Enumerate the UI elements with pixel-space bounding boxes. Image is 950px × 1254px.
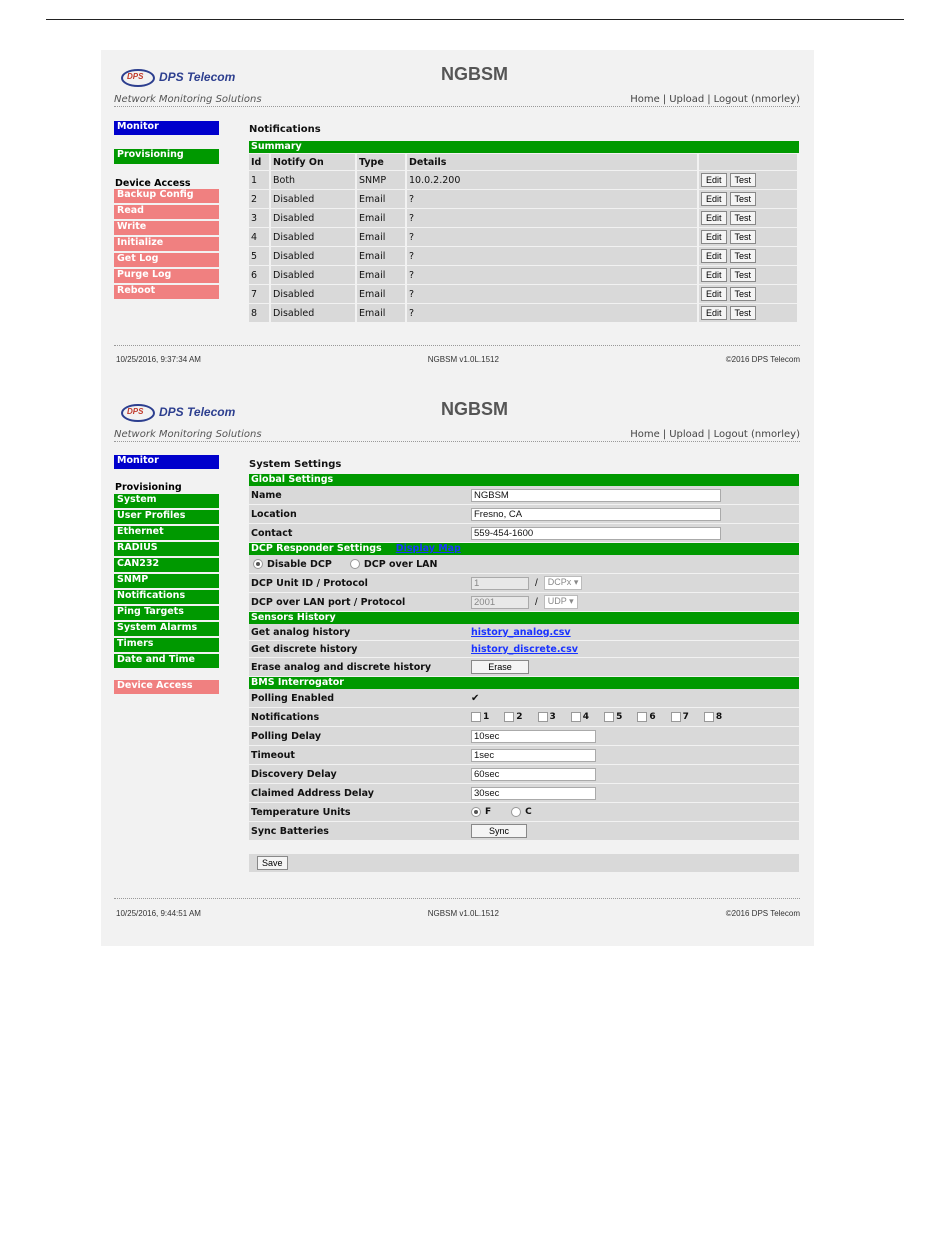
footer-copyright: ©2016 DPS Telecom (725, 355, 800, 364)
menu-write[interactable]: Write (114, 221, 219, 235)
polling-enabled-label: Polling Enabled (251, 692, 335, 704)
bms-interrogator-header: BMS Interrogator (249, 677, 799, 689)
discovery-delay-row (249, 765, 799, 783)
location-row (249, 505, 799, 523)
notification-checkbox-item (538, 712, 556, 722)
menu-initialize[interactable]: Initialize (114, 237, 219, 251)
cell-notify-on: Disabled (271, 228, 357, 246)
table-row (249, 209, 799, 227)
name-input[interactable]: NGBSM (471, 489, 721, 502)
edit-button[interactable]: Edit (701, 211, 727, 225)
logout-link[interactable]: Logout (nmorley) (713, 94, 800, 105)
footer-divider (114, 898, 800, 899)
edit-button[interactable]: Edit (701, 192, 727, 206)
dps-logo[interactable] (119, 401, 249, 425)
menu-system-alarms[interactable]: System Alarms (114, 622, 219, 636)
notifications-content (249, 124, 799, 323)
temp-c-radio[interactable] (511, 807, 521, 817)
table-row (249, 190, 799, 208)
logout-link[interactable]: Logout (nmorley) (713, 429, 800, 440)
sync-batteries-row (249, 822, 799, 840)
notification-checkbox[interactable] (604, 712, 614, 722)
cell-actions (699, 285, 799, 303)
cell-id: 8 (249, 304, 271, 322)
polling-delay-input[interactable]: 10sec (471, 730, 596, 743)
discovery-delay-input[interactable]: 60sec (471, 768, 596, 781)
table-row (249, 171, 799, 189)
cell-type: Email (357, 209, 407, 227)
discovery-delay-label: Discovery Delay (251, 768, 337, 780)
dcp-over-lan-label: DCP over LAN (363, 558, 438, 570)
menu-backup-config[interactable]: Backup Config (114, 189, 219, 203)
dcp-protocol-value: DCPx (547, 577, 572, 587)
notifications-label: Notifications (251, 711, 320, 723)
erase-history-label: Erase analog and discrete history (251, 661, 432, 673)
temp-c-label: C (525, 807, 532, 817)
save-bar (249, 854, 799, 872)
analog-history-label: Get analog history (251, 626, 351, 638)
table-row (249, 304, 799, 322)
table-header (249, 154, 799, 170)
location-label: Location (251, 508, 297, 520)
disable-dcp-label: Disable DCP (267, 558, 332, 570)
notifications-screen (101, 50, 814, 370)
discrete-history-row (249, 641, 799, 657)
dcp-port-row (249, 593, 799, 611)
notification-checkbox-label: 4 (582, 712, 590, 722)
footer-version: NGBSM v1.0L.1512 (427, 909, 499, 918)
menu-radius[interactable]: RADIUS (114, 542, 219, 556)
contact-row (249, 524, 799, 542)
col-actions (699, 154, 799, 170)
footer-divider (114, 345, 800, 346)
menu-timers[interactable]: Timers (114, 638, 219, 652)
contact-input[interactable]: 559-454-1600 (471, 527, 721, 540)
test-button[interactable]: Test (730, 230, 757, 244)
page-top-rule (46, 19, 904, 20)
erase-button[interactable]: Erase (471, 660, 529, 674)
sync-batteries-label: Sync Batteries (251, 825, 329, 837)
notification-checkbox-label: 7 (682, 712, 689, 722)
dcp-protocol-select[interactable] (544, 576, 583, 590)
name-row (249, 486, 799, 504)
cell-details: ? (407, 209, 699, 227)
tagline: Network Monitoring Solutions (114, 429, 262, 440)
polling-delay-row (249, 727, 799, 745)
logo-mark: DPS (127, 407, 144, 416)
tagline: Network Monitoring Solutions (114, 94, 262, 105)
footer-timestamp: 10/25/2016, 9:37:34 AM (116, 355, 201, 364)
test-button[interactable]: Test (730, 306, 757, 320)
discrete-history-label: Get discrete history (251, 643, 358, 655)
system-settings-content (249, 459, 799, 872)
slash: / (535, 596, 538, 608)
page-title: Notifications (249, 124, 321, 135)
cell-details: ? (407, 228, 699, 246)
cell-details: ? (407, 285, 699, 303)
notifications-rows (249, 171, 799, 322)
menu-device-access[interactable]: Device Access (114, 680, 219, 694)
dcp-section-title: DCP Responder Settings (251, 543, 382, 554)
table-row (249, 285, 799, 303)
notification-checkbox-item (637, 712, 655, 722)
notification-checkbox-item (671, 712, 689, 722)
menu-can232[interactable]: CAN232 (114, 558, 219, 572)
dcp-port-label: DCP over LAN port / Protocol (251, 596, 406, 608)
location-input[interactable]: Fresno, CA (471, 508, 721, 521)
notification-checkbox-label: 3 (549, 712, 556, 722)
menu-monitor[interactable]: Monitor (114, 455, 219, 469)
polling-enabled-checkbox[interactable]: ✔ (471, 692, 480, 704)
dps-logo[interactable] (119, 66, 249, 90)
polling-delay-label: Polling Delay (251, 730, 322, 742)
screenshot-frame (101, 50, 814, 946)
cell-id: 1 (249, 171, 271, 189)
home-link[interactable]: Home (630, 94, 660, 105)
upload-link[interactable]: Upload (669, 94, 705, 105)
menu-monitor[interactable]: Monitor (114, 121, 219, 135)
dcp-port-input[interactable]: 2001 (471, 596, 529, 609)
cell-notify-on: Disabled (271, 285, 357, 303)
cell-type: Email (357, 228, 407, 246)
cell-type: Email (357, 190, 407, 208)
cell-actions (699, 190, 799, 208)
cell-type: SNMP (357, 171, 407, 189)
edit-button[interactable]: Edit (701, 268, 727, 282)
global-settings-header: Global Settings (249, 474, 799, 486)
cell-actions (699, 247, 799, 265)
menu-purge-log[interactable]: Purge Log (114, 269, 219, 283)
dcp-unit-row (249, 574, 799, 592)
cell-details: 10.0.2.200 (407, 171, 699, 189)
col-type: Type (357, 154, 407, 170)
sensors-history-header: Sensors History (249, 612, 799, 624)
notification-checkbox-label: 6 (649, 712, 656, 722)
notification-checkbox-item (704, 712, 722, 722)
dcp-unit-label: DCP Unit ID / Protocol (251, 577, 368, 589)
edit-button[interactable]: Edit (701, 230, 727, 244)
notifications-row (249, 708, 799, 726)
table-row (249, 228, 799, 246)
test-button[interactable]: Test (730, 287, 757, 301)
col-notify-on: Notify On (271, 154, 357, 170)
cell-notify-on: Disabled (271, 304, 357, 322)
cell-notify-on: Disabled (271, 209, 357, 227)
table-row (249, 247, 799, 265)
contact-label: Contact (251, 527, 293, 539)
edit-button[interactable]: Edit (701, 306, 727, 320)
cell-details: ? (407, 266, 699, 284)
notifications-checkboxes (471, 712, 799, 722)
temperature-label: Temperature Units (251, 806, 351, 818)
menu-device-access-heading: Device Access (115, 178, 191, 189)
cell-details: ? (407, 304, 699, 322)
notification-checkbox[interactable] (704, 712, 714, 722)
home-link[interactable]: Home (630, 429, 660, 440)
test-button[interactable]: Test (730, 268, 757, 282)
cell-actions (699, 171, 799, 189)
dcp-unit-input[interactable]: 1 (471, 577, 529, 590)
dcp-over-lan-radio[interactable] (350, 559, 360, 569)
notification-checkbox[interactable] (671, 712, 681, 722)
footer (116, 909, 800, 918)
slash: / (535, 577, 538, 589)
menu-notifications[interactable]: Notifications (114, 590, 219, 604)
notification-checkbox-item (571, 712, 589, 722)
display-map-link[interactable]: Display Map (395, 543, 461, 554)
test-button[interactable]: Test (730, 173, 757, 187)
menu-date-and-time[interactable]: Date and Time (114, 654, 219, 668)
logo-brand: DPS Telecom (159, 405, 236, 419)
side-menu (114, 455, 219, 696)
top-links: Home | Upload | Logout (nmorley) (630, 94, 800, 105)
cell-details: ? (407, 190, 699, 208)
temperature-row (249, 803, 799, 821)
menu-provisioning-heading: Provisioning (115, 482, 182, 493)
analog-history-row (249, 624, 799, 640)
temp-f-label: F (485, 807, 492, 817)
menu-provisioning[interactable]: Provisioning (114, 149, 219, 164)
claimed-delay-row (249, 784, 799, 802)
notifications-table (249, 153, 799, 323)
analog-history-link[interactable]: history_analog.csv (471, 626, 571, 638)
cell-actions (699, 209, 799, 227)
header-divider (114, 106, 800, 107)
cell-notify-on: Disabled (271, 247, 357, 265)
temp-f-radio[interactable] (471, 807, 481, 817)
page-title: System Settings (249, 459, 342, 470)
table-row (249, 266, 799, 284)
notification-checkbox-item (504, 712, 522, 722)
polling-enabled-row (249, 689, 799, 707)
notification-checkbox-label: 8 (715, 712, 723, 722)
edit-button[interactable]: Edit (701, 287, 727, 301)
notification-checkbox[interactable] (471, 712, 481, 722)
dcp-mode-row (249, 555, 799, 573)
dcp-section-header (249, 543, 799, 555)
menu-reboot[interactable]: Reboot (114, 285, 219, 299)
cell-type: Email (357, 266, 407, 284)
cell-notify-on: Disabled (271, 190, 357, 208)
upload-link[interactable]: Upload (669, 429, 705, 440)
footer (116, 355, 800, 364)
timeout-label: Timeout (251, 749, 295, 761)
app-title: NGBSM (441, 399, 508, 419)
notification-checkbox[interactable] (504, 712, 514, 722)
menu-user-profiles[interactable]: User Profiles (114, 510, 219, 524)
claimed-delay-input[interactable]: 30sec (471, 787, 596, 800)
cell-type: Email (357, 304, 407, 322)
header-divider (114, 441, 800, 442)
sync-button[interactable]: Sync (471, 824, 527, 838)
menu-get-log[interactable]: Get Log (114, 253, 219, 267)
menu-read[interactable]: Read (114, 205, 219, 219)
app-title: NGBSM (441, 64, 508, 84)
notification-checkbox-label: 5 (616, 712, 623, 722)
disable-dcp-radio[interactable] (253, 559, 263, 569)
timeout-row (249, 746, 799, 764)
cell-id: 6 (249, 266, 271, 284)
top-links: Home | Upload | Logout (nmorley) (630, 429, 800, 440)
cell-id: 5 (249, 247, 271, 265)
cell-notify-on: Disabled (271, 266, 357, 284)
test-button[interactable]: Test (730, 249, 757, 263)
system-settings-screen (101, 385, 814, 945)
cell-id: 4 (249, 228, 271, 246)
name-label: Name (251, 489, 282, 501)
menu-ping-targets[interactable]: Ping Targets (114, 606, 219, 620)
menu-snmp[interactable]: SNMP (114, 574, 219, 588)
footer-timestamp: 10/25/2016, 9:44:51 AM (116, 909, 201, 918)
test-button[interactable]: Test (730, 192, 757, 206)
notification-checkbox-label: 2 (516, 712, 523, 722)
cell-id: 7 (249, 285, 271, 303)
footer-copyright: ©2016 DPS Telecom (725, 909, 800, 918)
edit-button[interactable]: Edit (701, 249, 727, 263)
chevron-down-icon: ▾ (569, 596, 574, 606)
cell-notify-on: Both (271, 171, 357, 189)
menu-system[interactable]: System (114, 494, 219, 508)
cell-actions (699, 266, 799, 284)
notification-checkbox-item (471, 712, 489, 722)
claimed-delay-label: Claimed Address Delay (251, 787, 374, 799)
cell-id: 2 (249, 190, 271, 208)
footer-version: NGBSM v1.0L.1512 (427, 355, 499, 364)
cell-id: 3 (249, 209, 271, 227)
test-button[interactable]: Test (730, 211, 757, 225)
notification-checkbox-label: 1 (483, 712, 490, 722)
cell-details: ? (407, 247, 699, 265)
cell-actions (699, 228, 799, 246)
summary-section-header: Summary (249, 141, 799, 153)
cell-type: Email (357, 247, 407, 265)
port-protocol-value: UDP (547, 596, 567, 606)
col-id: Id (249, 154, 271, 170)
logo-brand: DPS Telecom (159, 70, 236, 84)
port-protocol-select[interactable] (544, 595, 578, 609)
side-menu (114, 121, 219, 301)
edit-button[interactable]: Edit (701, 173, 727, 187)
cell-type: Email (357, 285, 407, 303)
menu-ethernet[interactable]: Ethernet (114, 526, 219, 540)
notification-checkbox-item (604, 712, 622, 722)
timeout-input[interactable]: 1sec (471, 749, 596, 762)
erase-history-row (249, 658, 799, 676)
save-button[interactable]: Save (257, 856, 288, 870)
col-details: Details (407, 154, 699, 170)
notification-checkbox[interactable] (637, 712, 647, 722)
chevron-down-icon: ▾ (573, 577, 579, 587)
logo-mark: DPS (127, 72, 144, 81)
notification-checkbox[interactable] (571, 712, 581, 722)
notification-checkbox[interactable] (538, 712, 548, 722)
discrete-history-link[interactable]: history_discrete.csv (471, 643, 578, 655)
cell-actions (699, 304, 799, 322)
